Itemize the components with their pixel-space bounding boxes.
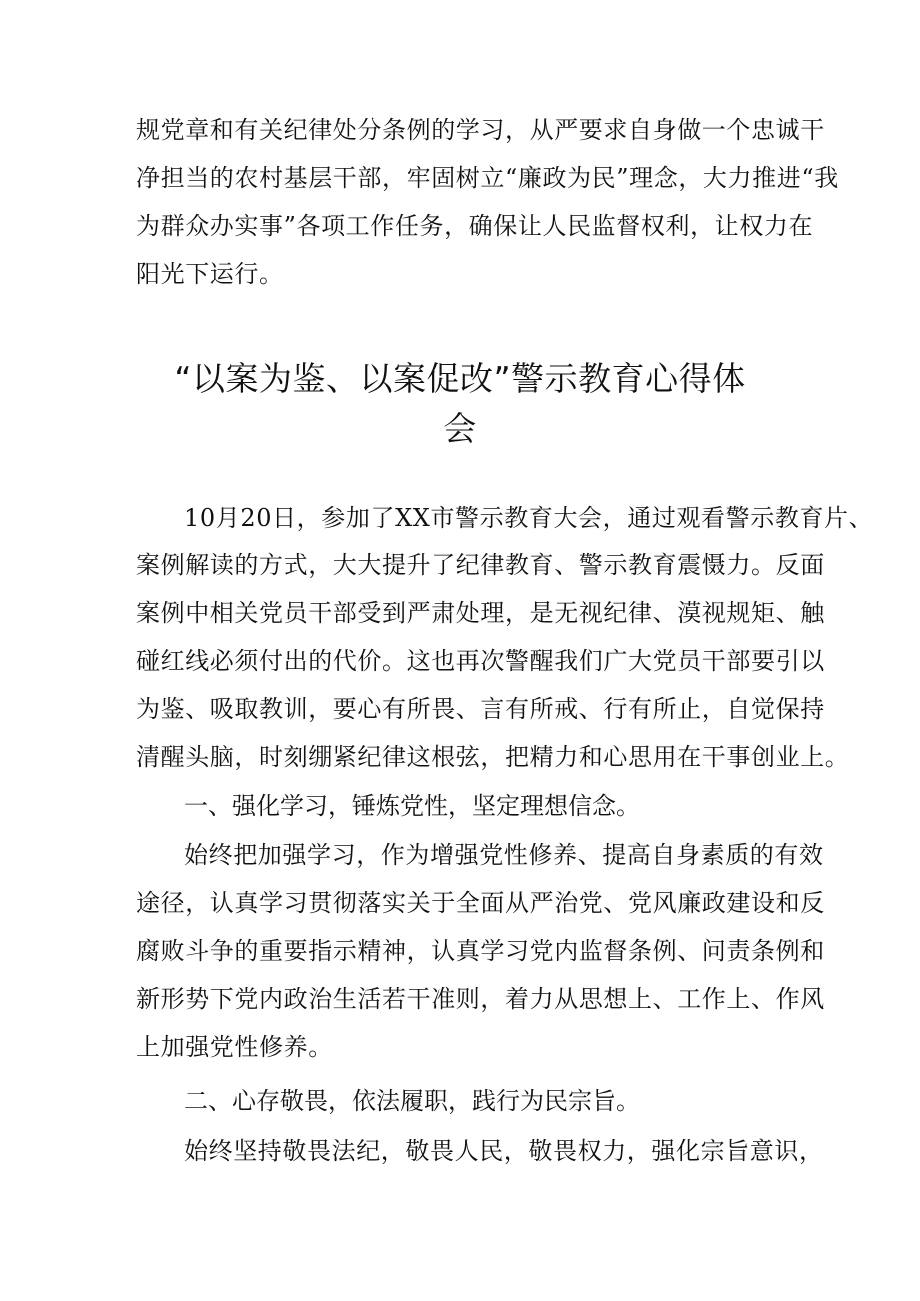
- section1-body-line: 上加强党性修养。: [136, 1033, 333, 1061]
- intro-paragraph-line: 为鉴、吸取教训，要心有所畏、言有所戒、行有所止，自觉保持: [136, 695, 825, 723]
- intro-paragraph-line: 案例解读的方式，大大提升了纪律教育、警示教育震慑力。反面: [136, 551, 825, 579]
- section1-body-line: 新形势下党内政治生活若干准则，着力从思想上、工作上、作风: [136, 985, 825, 1013]
- section2-body-line: 始终坚持敬畏法纪，敬畏人民，敬畏权力，强化宗旨意识，: [184, 1137, 824, 1165]
- intro-paragraph-line: 清醒头脑，时刻绷紧纪律这根弦，把精力和心思用在干事创业上。: [136, 743, 850, 771]
- section1-body-line: 始终把加强学习，作为增强党性修养、提高自身素质的有效: [184, 841, 824, 869]
- section1-body-line: 途径，认真学习贯彻落实关于全面从严治党、党风廉政建设和反: [136, 889, 825, 917]
- intro-paragraph-line: 10月20日，参加了XX市警示教育大会，通过观看警示教育片、: [184, 504, 874, 532]
- section-heading-1: 一、强化学习，锤炼党性，坚定理想信念。: [184, 792, 640, 820]
- top-paragraph-line: 为群众办实事”各项工作任务，确保让人民监督权利，让权力在: [136, 212, 814, 240]
- document-title-line1: “以案为鉴、以案促改”警示教育心得体: [174, 359, 746, 398]
- top-paragraph-line: 净担当的农村基层干部，牢固树立“廉政为民”理念，大力推进“我: [136, 164, 839, 192]
- top-paragraph-line: 阳光下运行。: [136, 260, 284, 288]
- section1-body-line: 腐败斗争的重要指示精神，认真学习党内监督条例、问责条例和: [136, 937, 825, 965]
- intro-paragraph-line: 碰红线必须付出的代价。这也再次警醒我们广大党员干部要引以: [136, 647, 825, 675]
- top-paragraph-line: 规党章和有关纪律处分条例的学习，从严要求自身做一个忠诚干: [136, 116, 825, 144]
- intro-paragraph-line: 案例中相关党员干部受到严肃处理，是无视纪律、漠视规矩、触: [136, 599, 825, 627]
- document-title-line2: 会: [443, 409, 477, 448]
- section-heading-2: 二、心存敬畏，依法履职，践行为民宗旨。: [184, 1087, 640, 1115]
